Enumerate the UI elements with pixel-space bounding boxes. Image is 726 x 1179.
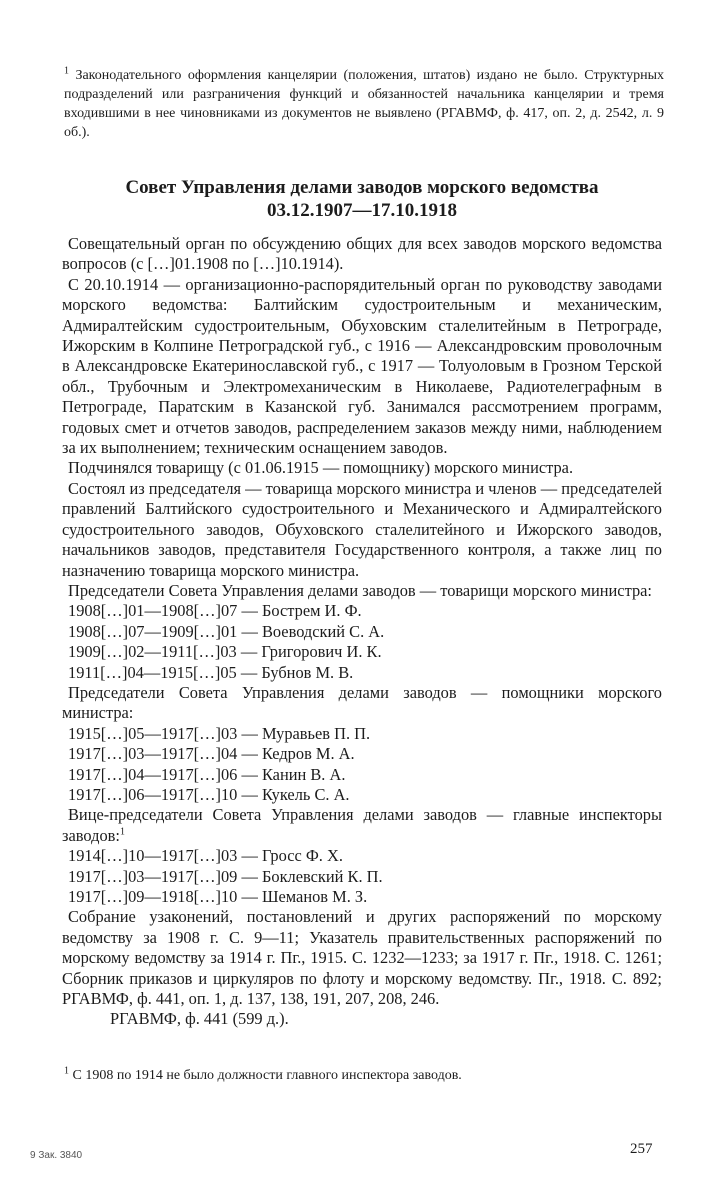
separator: — xyxy=(241,601,258,621)
separator: — xyxy=(241,621,258,641)
tenure-dates: 1917[…]04—1917[…]06 xyxy=(68,764,238,784)
list-item xyxy=(68,663,662,683)
person-name: Муравьев П. П. xyxy=(261,723,371,743)
footnote-text: Законодательного оформления канцелярии (положения, штатов) издано не было. Структурных подразделений или разграничения функций и обязанностей начальника канцелярии и тремя входившими в нее чиновниками из документов не выявлено (РГАВМФ, ф. 417, оп. 2, д. 2542, л. 9 об.). xyxy=(64,68,664,140)
footnote-marker: 1 xyxy=(64,65,69,77)
paragraph-chairs-assistants: Председатели Совета Управления делами заводов — помощники морского министра: xyxy=(62,682,662,723)
separator: — xyxy=(241,723,258,743)
paragraph-composition: Состоял из председателя — товарища морского министра и членов — председателей правлений Балтийского судостроительного и Механического и Адмиралтейского судостроительного заводов, Обуховского сталелитейного и Ижорского заводов, начальников заводов, представителя Государственного контроля, а также лиц по назначению товарища морского министра. xyxy=(62,478,663,580)
separator: — xyxy=(241,866,258,886)
separator: — xyxy=(240,642,258,662)
tenure-dates: 1908[…]01—1908[…]07 xyxy=(68,601,238,621)
list-item xyxy=(68,785,662,805)
person-name: Бубнов М. В. xyxy=(261,662,354,682)
separator: — xyxy=(241,784,258,804)
bottom-footnote xyxy=(64,1066,664,1085)
list-item xyxy=(68,887,662,907)
person-name: Кедров М. А. xyxy=(261,744,355,764)
list-item xyxy=(68,601,662,621)
person-name: Кукель С. А. xyxy=(261,784,350,804)
person-name: Шеманов М. З. xyxy=(261,887,368,906)
footnote-text: С 1908 по 1914 не было должности главного инспектора заводов. xyxy=(72,1068,462,1083)
list-item xyxy=(68,765,662,785)
list-item xyxy=(68,642,662,662)
tenure-dates: 1917[…]03—1917[…]09 xyxy=(68,866,238,886)
tenure-dates: 1914[…]10—1917[…]03 xyxy=(68,846,238,866)
person-name: Воеводский С. А. xyxy=(261,621,385,641)
tenure-dates: 1911[…]04—1915[…]05 xyxy=(68,662,237,682)
vice-chairs-list xyxy=(62,846,662,907)
heading-dates: 03.12.1907—17.10.1918 xyxy=(267,200,457,221)
top-footnote xyxy=(64,66,664,142)
footnote-marker: 1 xyxy=(119,826,125,838)
page-number: 257 xyxy=(630,1141,653,1157)
list-item xyxy=(68,744,662,764)
separator: — xyxy=(241,744,258,764)
person-name: Григорович И. К. xyxy=(261,642,382,662)
person-name: Гросс Ф. Х. xyxy=(261,846,343,866)
section-body xyxy=(62,234,662,1030)
paragraph-functions: С 20.10.1914 — организационно-распорядительный орган по руководству заводами морского ведомства: Балтийским судостроительным и механическим, Адмиралтейским судостроительным, Обуховским сталелитейным в Петрограде, Ижорским в Колпине Петроградской губ., с 1916 — Александровским проволочным в Александровске Екатеринославской губ., с 1917 — Толуоловым в Грозном Терской обл., Трубочным и Электромеханическим в Николаеве, Радиотелеграфным в Петрограде, Паратским в Казанской губ. Занимался рассмотрением программ, годовых смет и отчетов заводов, распределением заказов между ними, наблюдением за их выполнением; техническим оснащением заводов. xyxy=(62,274,662,458)
tenure-dates: 1917[…]09—1918[…]10 xyxy=(68,887,238,906)
printer-signature-mark: 9 Зак. 3840 xyxy=(30,1150,83,1161)
person-name: Боклевский К. П. xyxy=(261,866,383,886)
paragraph-status: Совещательный орган по обсуждению общих для всех заводов морского ведомства вопросов (с […]01.1908 по […]10.1914). xyxy=(62,234,662,274)
paragraph-subordination: Подчинялся товарищу (с 01.06.1915 — помощнику) морского министра. xyxy=(68,458,574,478)
person-name: Канин В. А. xyxy=(261,764,346,784)
paragraph-vice-chairs xyxy=(62,805,662,846)
chairs-deputies-list xyxy=(62,601,662,683)
list-item xyxy=(68,622,662,642)
chairs-assistants-list xyxy=(62,724,662,806)
tenure-dates: 1909[…]02—1911[…]03 xyxy=(68,642,237,662)
list-item xyxy=(68,846,662,866)
tenure-dates: 1915[…]05—1917[…]03 xyxy=(68,723,238,743)
vice-chairs-text: Вице-председатели Совета Управления делами заводов — главные инспекторы заводов: xyxy=(62,805,662,845)
person-name: Бострем И. Ф. xyxy=(261,601,362,621)
archive-fund: РГАВМФ, ф. 441 (599 д.). xyxy=(110,1009,289,1029)
section-heading xyxy=(60,176,664,222)
separator: — xyxy=(241,846,258,866)
footnote-marker: 1 xyxy=(64,1065,69,1077)
sources-paragraph: Собрание узаконений, постановлений и других распоряжений по морскому ведомству за 1908 г. С. 9—11; Указатель правительственных распоряжений по морскому ведомству за 1914 г. Пг., 1915. С. 1232—1233; за 1917 г. Пг., 1918. С. 1261; Сборник приказов и циркуляров по флоту и морскому ведомству. Пг., 1918. С. 892; РГАВМФ, ф. 441, оп. 1, д. 137, 138, 191, 207, 208, 246. xyxy=(62,907,662,1009)
heading-title: Совет Управления делами заводов морского ведомства xyxy=(125,177,599,198)
paragraph-chairs-deputies: Председатели Совета Управления делами заводов — товарищи морского министра: xyxy=(68,580,652,600)
tenure-dates: 1917[…]06—1917[…]10 xyxy=(68,784,238,804)
tenure-dates: 1908[…]07—1909[…]01 xyxy=(68,621,238,641)
separator: — xyxy=(241,887,258,906)
separator: — xyxy=(240,662,258,682)
list-item xyxy=(68,867,662,887)
tenure-dates: 1917[…]03—1917[…]04 xyxy=(68,744,238,764)
separator: — xyxy=(241,764,258,784)
list-item xyxy=(68,724,662,744)
